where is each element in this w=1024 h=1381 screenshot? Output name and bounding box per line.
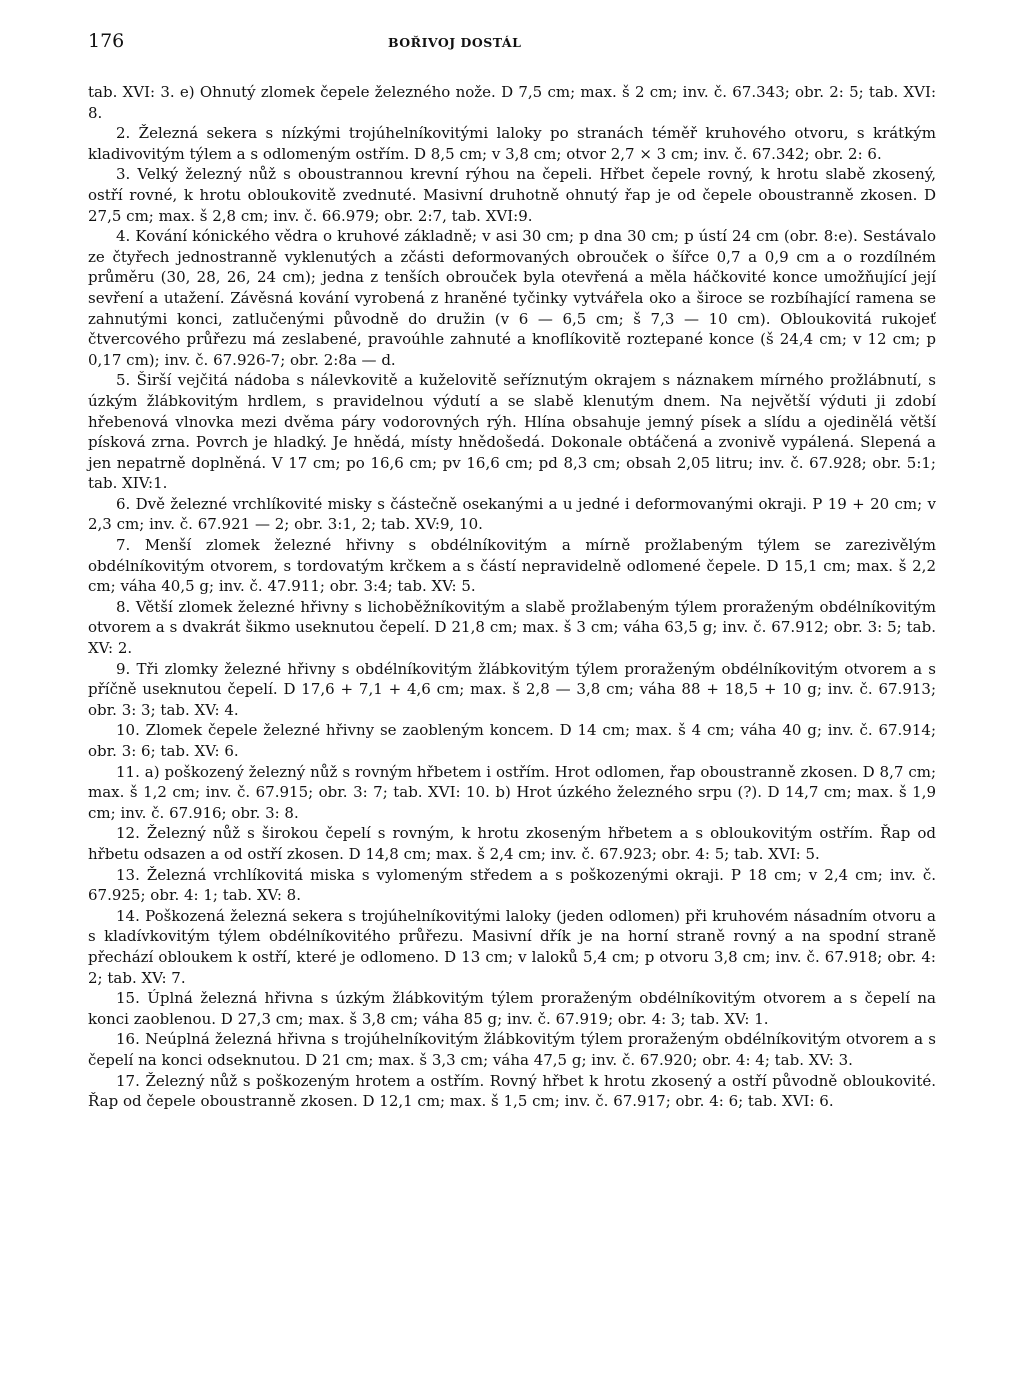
paragraph: 9. Tři zlomky železné hřivny s obdélníkovitým žlábkovitým týlem proraženým obdélníkovitým otvorem a s příčně useknutou čepelí. D 17,6 + 7,1 + 4,6 cm; max. š 2,8 — 3,8 cm; váha 88 + 18,5 + 10 g; inv. č. 67.913; obr. 3: 3; tab. XV: 4. [88, 659, 936, 719]
paragraph: 4. Kování kónického vědra o kruhové základně; v asi 30 cm; p dna 30 cm; p ústí 24 cm (obr. 8:e). Sestávalo ze čtyřech jednostranně vyklenutých a zčásti deformovaných obrouček o šířce 0,7 a 0,9 cm a o rozdílném průměru (30, 28, 26, 24 cm); jedna z tenších obrouček byla otevřená a měla háčkovité konce umožňující její sevření a utažení. Závěsná kování vyrobená z hraněné tyčinky vytvářela oko a široce se rozbíhající ramena se zahnutými konci, zatlučenými původně do družin (v 6 — 6,5 cm; š 7,3 — 10 cm). Obloukovitá rukojeť čtvercového průřezu má zeslabené, pravoúhle zahnuté a knoflíkovitě roztepané konce (š 24,4 cm; v 12 cm; p 0,17 cm); inv. č. 67.926-7; obr. 2:8a — d. [88, 227, 936, 369]
paragraph: 15. Úplná železná hřivna s úzkým žlábkovitým týlem proraženým obdélníkovitým otvorem a s čepelí na konci zaoblenou. D 27,3 cm; max. š 3,8 cm; váha 85 g; inv. č. 67.919; obr. 4: 3; tab. XV: 1. [88, 989, 936, 1028]
paragraph: 13. Železná vrchlíkovitá miska s vylomeným středem a s poškozenými okraji. P 18 cm; v 2,4 cm; inv. č. 67.925; obr. 4: 1; tab. XV: 8. [88, 865, 936, 905]
body-text [88, 82, 936, 1112]
paragraph: 8. Větší zlomek železné hřivny s lichoběžníkovitým a slabě prožlabeným týlem proraženým obdélníkovitým otvorem a s dvakrát šikmo useknutou čepelí. D 21,8 cm; max. š 3 cm; váha 63,5 g; inv. č. 67.912; obr. 3: 5; tab. XV: 2. [88, 597, 936, 658]
paragraph: 14. Poškozená železná sekera s trojúhelníkovitými laloky (jeden odlomen) při kruhovém násadním otvoru a s kladívkovitým týlem obdélníkovitého průřezu. Masivní dřík je na horní straně rovný a na spodní straně přechází obloukem k ostří, které je odlomeno. D 13 cm; v laloků 5,4 cm; p otvoru 3,8 cm; inv. č. 67.918; obr. 4: 2; tab. XV: 7. [88, 906, 936, 987]
paragraph: 3. Velký železný nůž s oboustrannou krevní rýhou na čepeli. Hřbet čepele rovný, k hrotu slabě zkosený, ostří rovné, k hrotu obloukovitě zvednuté. Masivní druhotně ohnutý řap je od čepele oboustranně zkosen. D 27,5 cm; max. š 2,8 cm; inv. č. 66.979; obr. 2:7, tab. XVI:9. [88, 165, 936, 225]
document-page [88, 30, 936, 1112]
paragraph: 2. Železná sekera s nízkými trojúhelníkovitými laloky po stranách téměř kruhového otvoru, s krátkým kladivovitým týlem a s odlomeným ostřím. D 8,5 cm; v 3,8 cm; otvor 2,7 × 3 cm; inv. č. 67.342; obr. 2: 6. [88, 124, 936, 163]
running-head: BOŘIVOJ DOSTÁL [388, 35, 522, 50]
paragraph: 17. Železný nůž s poškozeným hrotem a ostřím. Rovný hřbet k hrotu zkosený a ostří původně obloukovité. Řap od čepele oboustranně zkosen. D 12,1 cm; max. š 1,5 cm; inv. č. 67.917; obr. 4: 6; tab. XVI: 6. [88, 1071, 936, 1111]
paragraph: 10. Zlomek čepele železné hřivny se zaobleným koncem. D 14 cm; max. š 4 cm; váha 40 g; inv. č. 67.914; obr. 3: 6; tab. XV: 6. [88, 721, 936, 760]
paragraph: tab. XVI: 3. e) Ohnutý zlomek čepele železného nože. D 7,5 cm; max. š 2 cm; inv. č. 67.343; obr. 2: 5; tab. XVI: 8. [88, 83, 936, 122]
page-header [88, 30, 936, 60]
paragraph: 6. Dvě železné vrchlíkovité misky s částečně osekanými a u jedné i deformovanými okraji. P 19 + 20 cm; v 2,3 cm; inv. č. 67.921 — 2; obr. 3:1, 2; tab. XV:9, 10. [88, 494, 936, 534]
paragraph: 16. Neúplná železná hřivna s trojúhelníkovitým žlábkovitým týlem proraženým obdélníkovitým otvorem a s čepelí na konci odseknutou. D 21 cm; max. š 3,3 cm; váha 47,5 g; inv. č. 67.920; obr. 4: 4; tab. XV: 3. [88, 1030, 936, 1069]
paragraph: 7. Menší zlomek železné hřivny s obdélníkovitým a mírně prožlabeným týlem se zarezivělým obdélníkovitým otvorem, s tordovatým krčkem a s částí nepravidelně odlomené čepele. D 15,1 cm; max. š 2,2 cm; váha 40,5 g; inv. č. 47.911; obr. 3:4; tab. XV: 5. [88, 536, 936, 596]
paragraph: 12. Železný nůž s širokou čepelí s rovným, k hrotu zkoseným hřbetem a s obloukovitým ostřím. Řap od hřbetu odsazen a od ostří zkosen. D 14,8 cm; max. š 2,4 cm; inv. č. 67.923; obr. 4: 5; tab. XVI: 5. [88, 824, 936, 863]
paragraph: 5. Širší vejčitá nádoba s nálevkovitě a kuželovitě seříznutým okrajem s náznakem mírného prožlábnutí, s úzkým žlábkovitým hrdlem, s pravidelnou výdutí a se slabě klenutým dnem. Na největší výduti ji zdobí hřebenová vlnovka mezi dvěma páry vodorovných rýh. Hlína obsahuje jemný písek a slídu a ojedinělá větší písková zrna. Povrch je hladký. Je hnědá, místy hnědošedá. Dokonale obtáčená a zvonivě vypálená. Slepená a jen nepatrně doplněná. V 17 cm; po 16,6 cm; pv 16,6 cm; pd 8,3 cm; obsah 2,05 litru; inv. č. 67.928; obr. 5:1; tab. XIV:1. [88, 371, 936, 493]
page-number: 176 [88, 30, 125, 52]
paragraph: 11. a) poškozený železný nůž s rovným hřbetem i ostřím. Hrot odlomen, řap oboustranně zkosen. D 8,7 cm; max. š 1,2 cm; inv. č. 67.915; obr. 3: 7; tab. XVI: 10. b) Hrot úzkého železného srpu (?). D 14,7 cm; max. š 1,9 cm; inv. č. 67.916; obr. 3: 8. [88, 762, 936, 822]
